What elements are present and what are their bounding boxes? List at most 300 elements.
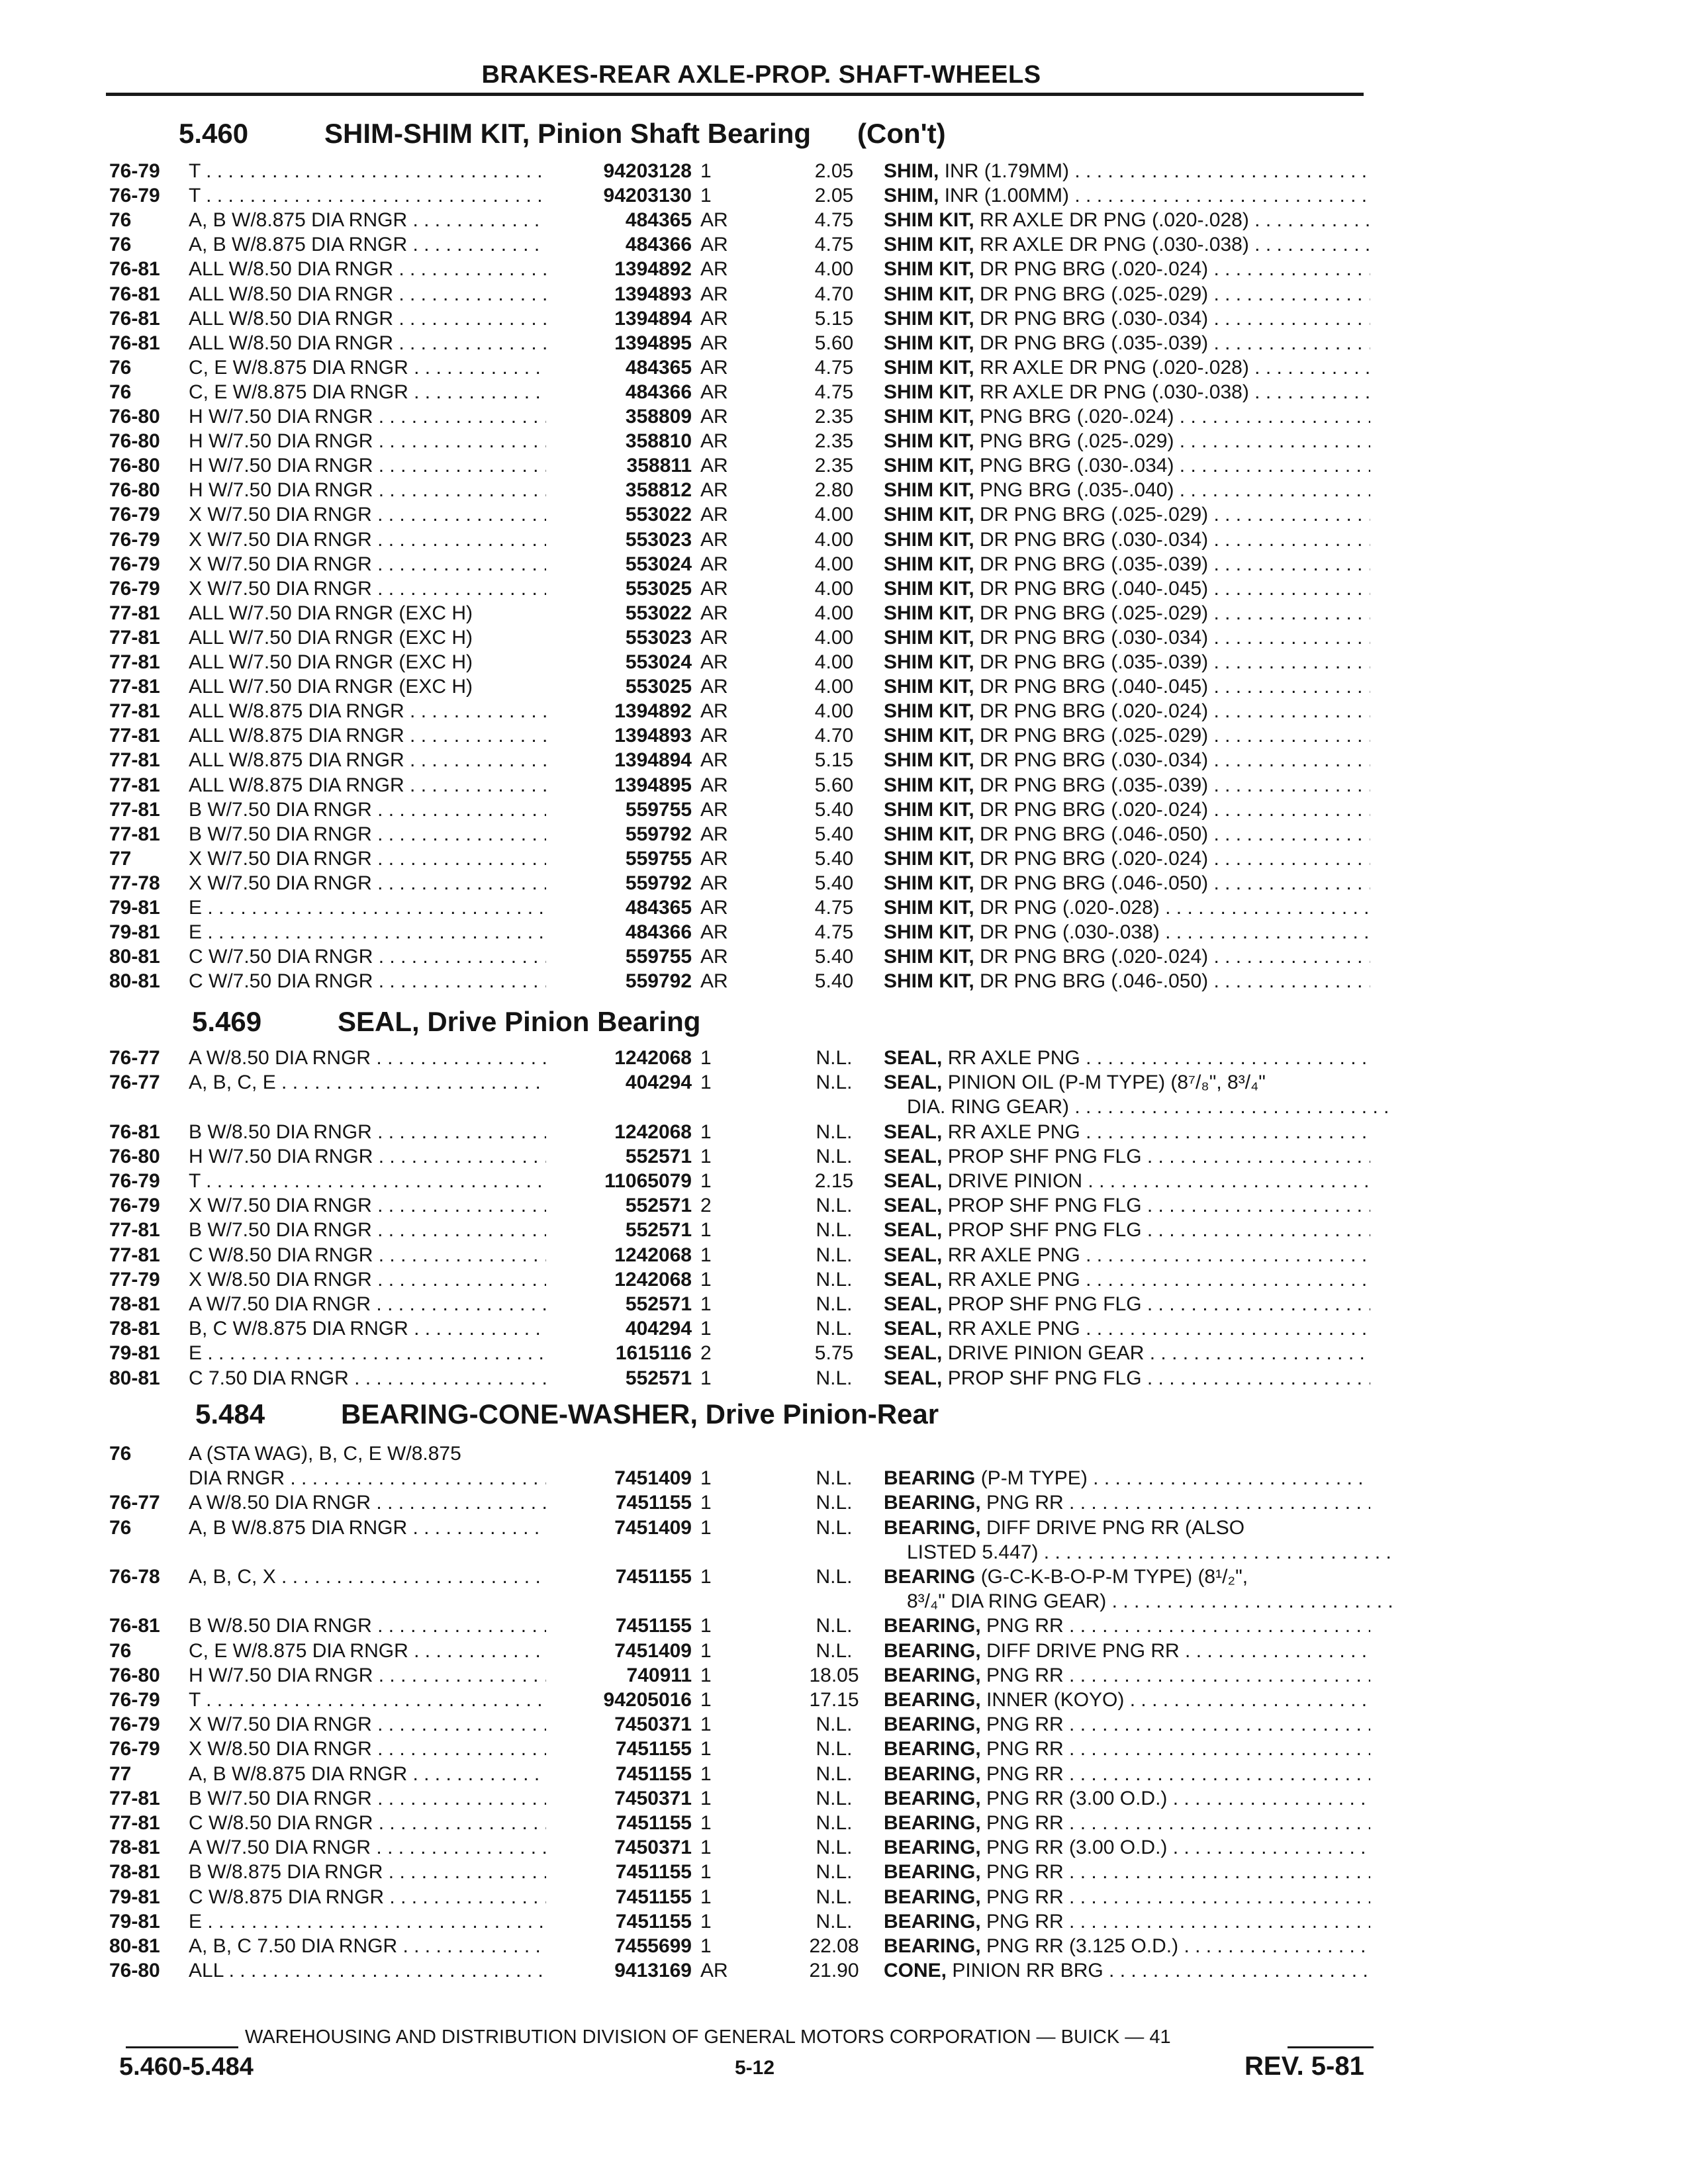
application-description: ALL W/8.875 DIA RNGR . . . (189, 723, 546, 749)
table-row (0, 1316, 1688, 1342)
model-year: 80-81 (109, 946, 160, 968)
quantity: AR (700, 627, 728, 649)
part-number: 7451155 (615, 1763, 692, 1785)
application-description: A, B W/8.875 DIA RNGR . . . (189, 208, 546, 233)
price: N.L. (816, 1244, 853, 1266)
part-name-detail: RR AXLE PNG (947, 1047, 1080, 1069)
application-description: DIA RNGR . . . (189, 1466, 546, 1491)
price: N.L. (816, 1047, 853, 1069)
section-title: SHIM-SHIM KIT, Pinion Shaft Bearing (324, 118, 812, 149)
model-year: 79-81 (109, 1886, 160, 1908)
part-name-detail: (P-M TYPE) (980, 1467, 1088, 1489)
part-name (907, 1540, 1393, 1565)
part-name (884, 1316, 1370, 1342)
part-name (884, 1466, 1370, 1491)
part-name-detail: DRIVE PINION GEAR (947, 1342, 1145, 1364)
price: 5.75 (814, 1342, 854, 1364)
table-row (0, 404, 1688, 430)
part-name-detail: DR PNG BRG (.025-.029) (980, 602, 1209, 624)
table-row (0, 1909, 1688, 1934)
model-year: 76-79 (109, 1195, 160, 1216)
part-number: 7451155 (615, 1911, 692, 1933)
part-name-detail: DR PNG BRG (.040-.045) (980, 676, 1209, 698)
model-year: 77-81 (109, 1244, 160, 1266)
model-year: 77-81 (109, 1812, 160, 1834)
model-year: 76 (109, 1443, 132, 1465)
application-description: ALL W/7.50 DIA RNGR (EXC H) (189, 627, 473, 649)
table-row (0, 969, 1688, 994)
table-row (0, 380, 1688, 405)
table-row (0, 1169, 1688, 1194)
price: 2.15 (814, 1170, 854, 1192)
model-year: 76-80 (109, 479, 160, 501)
quantity: AR (700, 209, 728, 231)
table-row (0, 1292, 1688, 1317)
part-name-detail: PROP SHF PNG FLG (947, 1219, 1142, 1241)
part-number: 1615116 (615, 1342, 692, 1364)
table-row (0, 306, 1688, 332)
price: 4.00 (814, 700, 854, 722)
part-name-detail: RR AXLE PNG (947, 1269, 1080, 1291)
model-year: 77-81 (109, 799, 160, 821)
quantity: 2 (700, 1342, 712, 1364)
part-number: 1242068 (614, 1244, 692, 1266)
application-description: X W/7.50 DIA RNGR . . . (189, 502, 546, 527)
quantity: AR (700, 1960, 728, 1981)
part-number: 1394893 (614, 725, 692, 747)
table-row (0, 502, 1688, 527)
application-description: A, B W/8.875 DIA RNGR . . . (189, 1762, 546, 1787)
model-year: 76 (109, 209, 132, 231)
table-row (0, 1243, 1688, 1268)
part-name-detail: DR PNG BRG (.020-.024) (980, 848, 1209, 870)
part-name (884, 969, 1370, 994)
part-name (884, 257, 1370, 282)
part-name-keyword: BEARING, (884, 1837, 981, 1858)
model-year: 77 (109, 848, 132, 870)
application-description: C W/8.50 DIA RNGR . . . (189, 1811, 546, 1836)
application-description: B W/7.50 DIA RNGR . . . (189, 1786, 546, 1811)
price: 4.00 (814, 676, 854, 698)
part-name-keyword: SHIM KIT, (884, 578, 974, 600)
footer-revision: REV. 5-81 (1244, 2052, 1364, 2081)
quantity: AR (700, 258, 728, 280)
part-name-keyword: SHIM KIT, (884, 479, 974, 501)
part-name-keyword: SHIM KIT, (884, 406, 974, 428)
table-row (0, 1663, 1688, 1688)
quantity: 1 (700, 1318, 712, 1340)
model-year: 76 (109, 357, 132, 379)
application-description: A W/8.50 DIA RNGR . . . (189, 1490, 546, 1516)
part-name-keyword: SEAL, (884, 1121, 943, 1143)
part-name-detail: RR AXLE DR PNG (.020-.028) (980, 357, 1249, 379)
part-name-detail: DR PNG BRG (.035-.039) (980, 332, 1209, 354)
table-row (0, 159, 1688, 184)
part-number: 553025 (625, 578, 692, 600)
part-name-keyword: SHIM KIT, (884, 381, 974, 403)
price: N.L. (816, 1911, 853, 1933)
part-number: 7451155 (615, 1615, 692, 1637)
part-name (884, 1762, 1370, 1787)
part-number: 7451155 (615, 1886, 692, 1908)
price: 5.15 (814, 749, 854, 771)
part-number: 1394895 (614, 332, 692, 354)
table-row (0, 1341, 1688, 1366)
part-number: 7451155 (615, 1861, 692, 1883)
application-description: X W/7.50 DIA RNGR . . . (189, 552, 546, 577)
part-name-detail: PNG RR (986, 1615, 1064, 1637)
part-name-detail: PROP SHF PNG FLG (947, 1146, 1142, 1167)
part-name (884, 1934, 1370, 1959)
quantity: 1 (700, 1788, 712, 1809)
application-description: E . . . (189, 895, 546, 921)
table-row (0, 871, 1688, 896)
part-name-keyword: SHIM KIT, (884, 553, 974, 575)
part-name-keyword: BEARING, (884, 1664, 981, 1686)
model-year: 76-79 (109, 1689, 160, 1711)
part-name-detail: DIA. RING GEAR) (907, 1096, 1070, 1118)
application-description: H W/7.50 DIA RNGR . . . (189, 453, 546, 478)
price: 5.40 (814, 848, 854, 870)
application-description: B W/8.50 DIA RNGR . . . (189, 1120, 546, 1145)
footer-page-number: 5-12 (735, 2057, 775, 2079)
quantity: 1 (700, 1219, 712, 1241)
part-name-detail: LISTED 5.447) (907, 1541, 1039, 1563)
table-row (0, 1193, 1688, 1218)
part-name-detail: PNG BRG (.020-.024) (980, 406, 1174, 428)
price: N.L. (816, 1121, 853, 1143)
part-name-detail: RR AXLE PNG (947, 1318, 1080, 1340)
table-row (0, 822, 1688, 847)
application-description: C W/8.50 DIA RNGR . . . (189, 1243, 546, 1268)
application-description: ALL W/8.875 DIA RNGR . . . (189, 699, 546, 724)
part-name (884, 674, 1370, 700)
price: 4.70 (814, 283, 854, 305)
page-title: BRAKES-REAR AXLE-PROP. SHAFT-WHEELS (481, 61, 1041, 89)
model-year: 76-79 (109, 1170, 160, 1192)
section-number: 5.469 (192, 1006, 262, 1037)
quantity: 1 (700, 1763, 712, 1785)
part-number: 404294 (625, 1071, 692, 1093)
model-year: 77-81 (109, 725, 160, 747)
table-row (0, 355, 1688, 381)
part-name-detail: RR AXLE PNG (947, 1244, 1080, 1266)
model-year: 78-81 (109, 1293, 160, 1315)
part-name (884, 208, 1370, 233)
price: 4.00 (814, 602, 854, 624)
part-name-keyword: SHIM KIT, (884, 651, 974, 673)
table-row (0, 723, 1688, 749)
application-description: C 7.50 DIA RNGR . . . (189, 1366, 546, 1391)
part-name-keyword: SHIM KIT, (884, 209, 974, 231)
table-row (0, 453, 1688, 478)
part-name-keyword: SHIM, (884, 185, 939, 206)
table-row (0, 1218, 1688, 1243)
part-name (884, 331, 1370, 356)
part-name-keyword: BEARING (884, 1566, 976, 1588)
model-year: 76-80 (109, 455, 160, 477)
part-name-keyword: SHIM KIT, (884, 749, 974, 771)
table-row (0, 944, 1688, 970)
table-row (0, 1688, 1688, 1713)
model-year: 77-81 (109, 627, 160, 649)
footer-division-text: WAREHOUSING AND DISTRIBUTION DIVISION OF GENERAL MOTORS CORPORATION — BUICK — 41 (245, 2026, 1171, 2048)
price: 17.15 (809, 1689, 859, 1711)
price: 5.40 (814, 799, 854, 821)
model-year: 78-81 (109, 1318, 160, 1340)
quantity: 1 (700, 1738, 712, 1760)
part-name-keyword: BEARING, (884, 1886, 981, 1908)
part-name-detail: DR PNG BRG (.030-.034) (980, 627, 1209, 649)
application-description: E . . . (189, 920, 546, 945)
part-name (884, 748, 1370, 773)
model-year: 78-81 (109, 1837, 160, 1858)
part-name (884, 1565, 1370, 1590)
table-row (0, 1589, 1688, 1614)
table-row (0, 576, 1688, 602)
section-continued: (Con't) (857, 118, 946, 149)
model-year: 76-78 (109, 1566, 160, 1588)
part-name-detail: PNG BRG (.035-.040) (980, 479, 1174, 501)
quantity: AR (700, 848, 728, 870)
part-name-keyword: BEARING, (884, 1812, 981, 1834)
part-name-detail: DR PNG BRG (.046-.050) (980, 823, 1209, 845)
quantity: 1 (700, 1492, 712, 1514)
part-number: 7451155 (615, 1738, 692, 1760)
part-number: 552571 (625, 1293, 692, 1315)
part-name-detail: INR (1.00MM) (944, 185, 1070, 206)
price: N.L. (816, 1837, 853, 1858)
table-row (0, 846, 1688, 872)
model-year: 76-80 (109, 1664, 160, 1686)
quantity: AR (700, 479, 728, 501)
application-description: ALL W/8.50 DIA RNGR . . . (189, 257, 546, 282)
part-name-keyword: SHIM KIT, (884, 848, 974, 870)
part-name-detail: PROP SHF PNG FLG (947, 1195, 1142, 1216)
part-name (884, 1366, 1370, 1391)
part-name (884, 478, 1370, 503)
price: 2.80 (814, 479, 854, 501)
part-name (884, 1341, 1370, 1366)
model-year: 76 (109, 1640, 132, 1662)
quantity: 1 (700, 1566, 712, 1588)
application-description: H W/7.50 DIA RNGR . . . (189, 1144, 546, 1169)
application-description: A, B W/8.875 DIA RNGR . . . (189, 232, 546, 257)
price: 21.90 (809, 1960, 859, 1981)
model-year: 76-79 (109, 553, 160, 575)
part-name-keyword: BEARING, (884, 1689, 981, 1711)
quantity: 1 (700, 1244, 712, 1266)
table-row (0, 1958, 1688, 1983)
model-year: 76-79 (109, 578, 160, 600)
part-number: 484366 (625, 921, 692, 943)
part-name (884, 1909, 1370, 1934)
part-number: 1394892 (614, 700, 692, 722)
model-year: 77-78 (109, 872, 160, 894)
application-description: ALL . . . (189, 1958, 546, 1983)
price: 2.05 (814, 160, 854, 182)
price: 22.08 (809, 1935, 859, 1957)
model-year: 79-81 (109, 897, 160, 919)
model-year: 76-81 (109, 308, 160, 330)
part-name (884, 846, 1370, 872)
price: 5.40 (814, 970, 854, 992)
part-name-detail: PNG RR (986, 1664, 1064, 1686)
part-name-detail: PNG RR (3.00 O.D.) (986, 1837, 1168, 1858)
part-number: 740911 (626, 1664, 692, 1686)
application-description: H W/7.50 DIA RNGR . . . (189, 1663, 546, 1688)
part-number: 552571 (625, 1367, 692, 1389)
table-row (0, 1885, 1688, 1910)
quantity: 1 (700, 1047, 712, 1069)
model-year: 76-81 (109, 1121, 160, 1143)
part-name-detail: RR AXLE DR PNG (.030-.038) (980, 234, 1249, 255)
quantity: 1 (700, 1935, 712, 1957)
application-description: A, B, C, E . . . (189, 1070, 546, 1095)
model-year: 77-79 (109, 1269, 160, 1291)
part-number: 553023 (625, 529, 692, 551)
application-description: B W/8.50 DIA RNGR . . . (189, 1614, 546, 1639)
part-name (884, 1835, 1370, 1860)
price: N.L. (816, 1861, 853, 1883)
price: N.L. (816, 1318, 853, 1340)
part-name-keyword: SHIM KIT, (884, 799, 974, 821)
application-description: H W/7.50 DIA RNGR . . . (189, 429, 546, 454)
quantity: 1 (700, 1911, 712, 1933)
table-row (0, 1565, 1688, 1590)
model-year: 77-81 (109, 1788, 160, 1809)
section-number: 5.460 (179, 118, 249, 149)
price: N.L. (816, 1071, 853, 1093)
model-year: 76-81 (109, 283, 160, 305)
part-name (884, 1712, 1370, 1737)
part-number: 1394894 (614, 749, 692, 771)
part-name (884, 944, 1370, 970)
part-number: 9413169 (614, 1960, 692, 1981)
part-name-detail: DR PNG BRG (.046-.050) (980, 872, 1209, 894)
part-name-keyword: BEARING, (884, 1615, 981, 1637)
part-name (884, 380, 1370, 405)
table-row (0, 1811, 1688, 1836)
part-name-detail: PNG BRG (.030-.034) (980, 455, 1174, 477)
price: 4.75 (814, 234, 854, 255)
price: N.L. (816, 1812, 853, 1834)
part-name-keyword: BEARING (884, 1467, 976, 1489)
table-row (0, 1737, 1688, 1762)
table-row (0, 282, 1688, 307)
application-description: ALL W/7.50 DIA RNGR (EXC H) (189, 602, 473, 624)
table-row (0, 1120, 1688, 1145)
table-row (0, 257, 1688, 282)
application-description: T . . . (189, 159, 546, 184)
part-number: 94205016 (603, 1689, 692, 1711)
model-year: 77-81 (109, 602, 160, 624)
table-row (0, 208, 1688, 233)
part-number: 11065079 (604, 1170, 692, 1192)
quantity: AR (700, 529, 728, 551)
part-name (884, 1267, 1370, 1293)
price: N.L. (816, 1492, 853, 1514)
part-name (884, 773, 1370, 798)
part-name-detail: 8³/₄" DIA RING GEAR) (907, 1590, 1107, 1612)
part-number: 484366 (625, 234, 692, 255)
model-year: 77-81 (109, 700, 160, 722)
part-number: 553022 (625, 602, 692, 624)
price: N.L. (816, 1367, 853, 1389)
price: 4.00 (814, 504, 854, 525)
part-number: 553025 (625, 676, 692, 698)
part-name (884, 552, 1370, 577)
price: 5.15 (814, 308, 854, 330)
section-number: 5.484 (195, 1398, 265, 1430)
part-name (884, 527, 1370, 553)
part-name (884, 1292, 1370, 1317)
part-number: 7451155 (615, 1566, 692, 1588)
application-description: T . . . (189, 183, 546, 208)
application-description: X W/7.50 DIA RNGR . . . (189, 1193, 546, 1218)
part-name-keyword: SHIM KIT, (884, 627, 974, 649)
part-name-detail: DR PNG BRG (.035-.039) (980, 651, 1209, 673)
part-number: 1394892 (614, 258, 692, 280)
quantity: AR (700, 234, 728, 255)
part-number: 7451155 (615, 1812, 692, 1834)
quantity: 1 (700, 1640, 712, 1662)
quantity: AR (700, 897, 728, 919)
part-name (884, 1688, 1370, 1713)
quantity: 1 (700, 1664, 712, 1686)
table-row (0, 1144, 1688, 1169)
part-number: 404294 (625, 1318, 692, 1340)
part-name-detail: DR PNG (.020-.028) (980, 897, 1160, 919)
part-name-keyword: SEAL, (884, 1293, 943, 1315)
quantity: AR (700, 455, 728, 477)
application-description: X W/7.50 DIA RNGR . . . (189, 576, 546, 602)
part-number: 358809 (625, 406, 692, 428)
part-name (884, 1811, 1370, 1836)
part-name-detail: DR PNG BRG (.025-.029) (980, 504, 1209, 525)
quantity: 1 (700, 1071, 712, 1093)
part-name-detail: (G-C-K-B-O-P-M TYPE) (8¹/₂", (980, 1566, 1248, 1588)
application-description: ALL W/8.875 DIA RNGR . . . (189, 748, 546, 773)
application-description: H W/7.50 DIA RNGR . . . (189, 478, 546, 503)
part-name-keyword: SHIM KIT, (884, 823, 974, 845)
part-number: 358811 (626, 455, 692, 477)
part-name-detail: RR AXLE DR PNG (.020-.028) (980, 209, 1249, 231)
part-name-detail: PNG RR (3.00 O.D.) (986, 1788, 1168, 1809)
price: 2.35 (814, 455, 854, 477)
part-name (884, 1614, 1370, 1639)
part-number: 553023 (625, 627, 692, 649)
quantity: AR (700, 504, 728, 525)
part-name-detail: DR PNG BRG (.030-.034) (980, 308, 1209, 330)
price: N.L. (816, 1146, 853, 1167)
price: 5.40 (814, 823, 854, 845)
price: 4.00 (814, 529, 854, 551)
price: 4.00 (814, 651, 854, 673)
part-number: 1394893 (614, 283, 692, 305)
model-year: 76-80 (109, 1146, 160, 1167)
part-name (884, 1860, 1370, 1885)
part-name-keyword: SHIM KIT, (884, 529, 974, 551)
application-description: E . . . (189, 1341, 546, 1366)
model-year: 76 (109, 1517, 132, 1539)
part-number: 1242068 (614, 1269, 692, 1291)
part-name (884, 1490, 1370, 1516)
part-number: 559792 (625, 823, 692, 845)
part-name-detail: DR PNG (.030-.038) (980, 921, 1160, 943)
part-number: 1242068 (614, 1121, 692, 1143)
price: 4.00 (814, 578, 854, 600)
